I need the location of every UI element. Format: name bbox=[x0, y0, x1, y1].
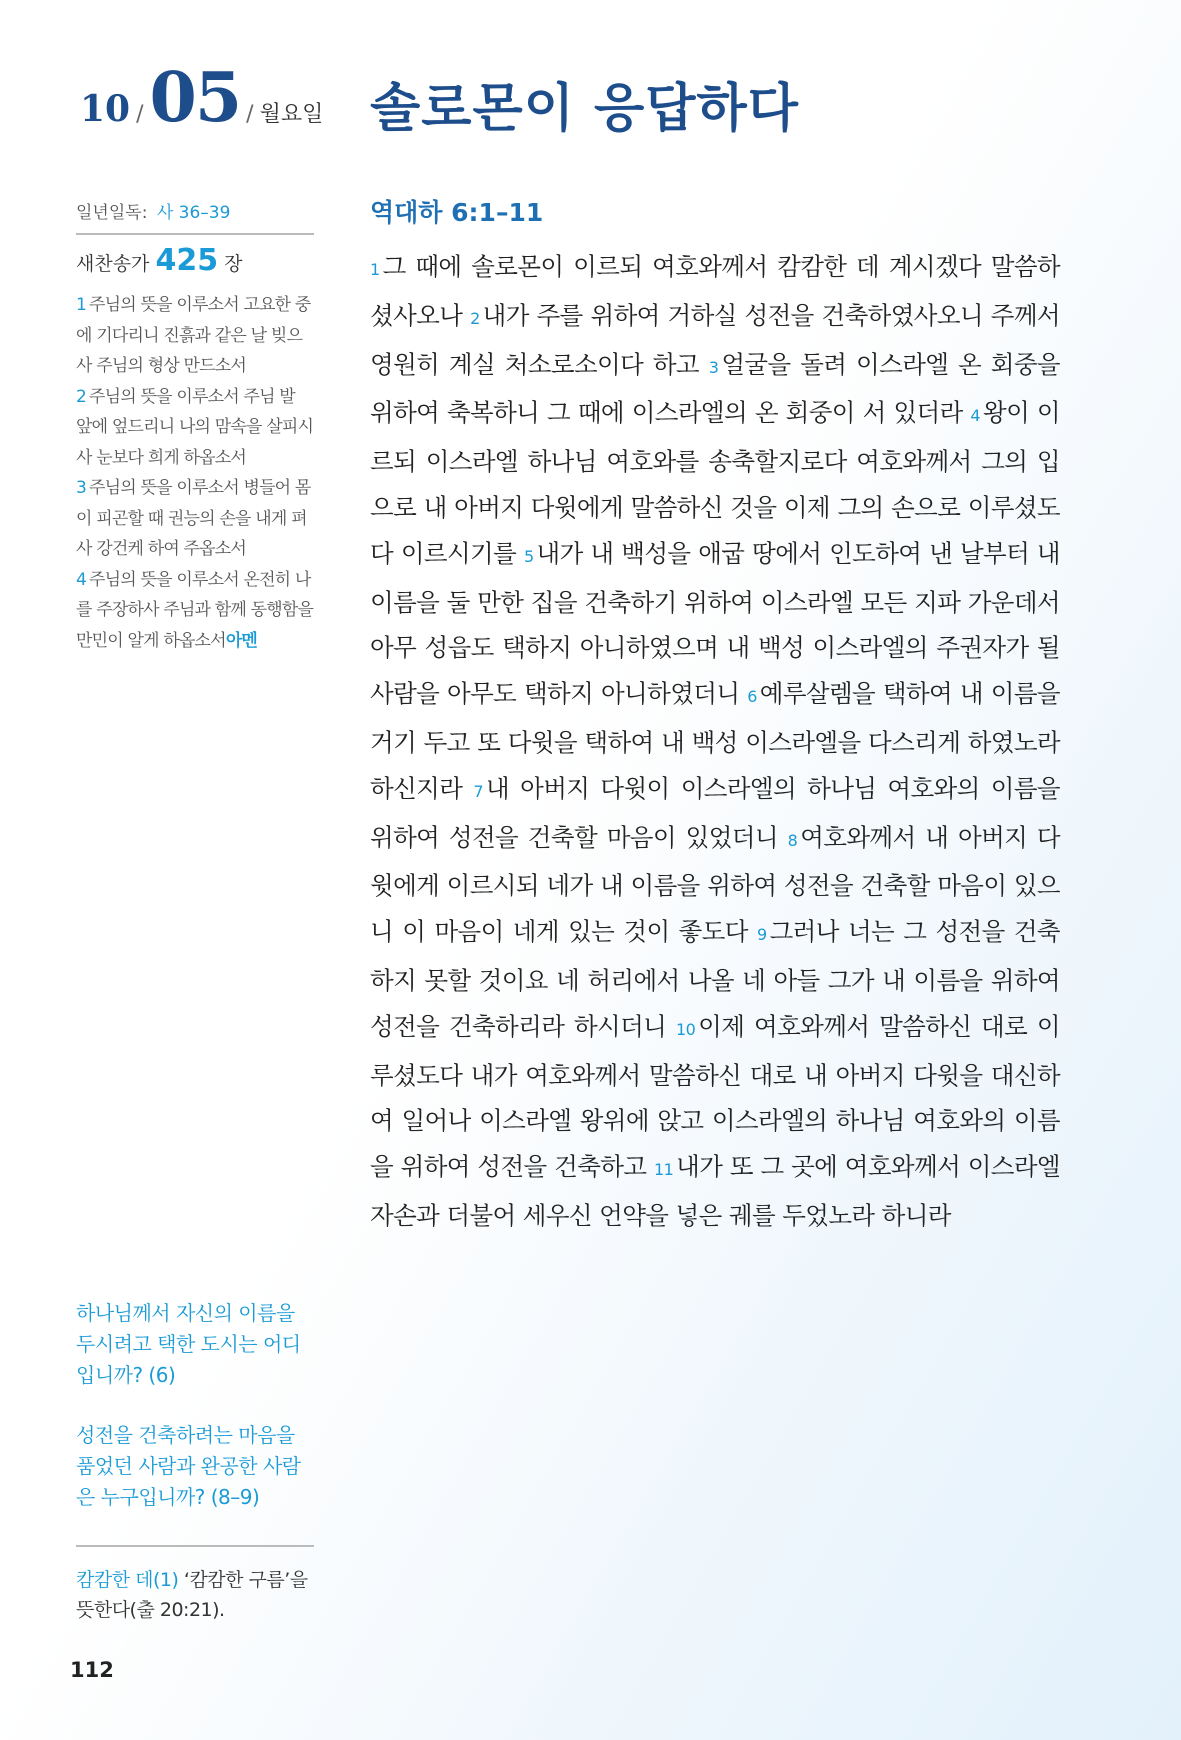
hymn-suffix: 장 bbox=[224, 253, 243, 275]
hymn-verse-text: 주님의 뜻을 이루소서 고요한 중에 기다리니 진흙과 같은 날 빚으사 주님의 형상 만드소서 bbox=[76, 295, 311, 376]
verse-text: 이제 여호와께서 말씀하신 대로 이루셨도다 내가 여호와께서 말씀하신 대로 내 아버지 다윗을 대신하여 일어나 이스라엘 왕위에 앉고 이스라엘의 하나님 여호와의 이름을 위하여 성전을 건축하고 bbox=[370, 1011, 1060, 1182]
verse-text: 얼굴을 돌려 이스라엘 온 회중을 위하여 축복하니 그 때에 이스라엘의 온 회중이 서 있더라 bbox=[370, 349, 1061, 428]
hymn-verse bbox=[76, 290, 314, 382]
yearly-reading-ref: 사 36–39 bbox=[156, 203, 231, 223]
verse-number: 11 bbox=[653, 1160, 674, 1180]
yearly-reading-label: 일년일독: bbox=[76, 203, 148, 223]
question-2: 성전을 건축하려는 마음을 품었던 사람과 완공한 사람은 누구입니까? (8–9) bbox=[76, 1423, 301, 1509]
hymn-verse-text: 주님의 뜻을 이루소서 온전히 나를 주장하사 주님과 함께 동행함을 만민이 알게 하옵소서 bbox=[76, 569, 314, 651]
footnote-text: ‘캄캄한 구름’을 뜻한다(출 20:21). bbox=[76, 1569, 308, 1621]
verse-text: 왕이 이르되 이스라엘 하나님 여호와를 송축할지로다 여호와께서 그의 입으로 내 아버지 다윗에게 말씀하신 것을 이제 그의 손으로 이루셨도다 이르시기를 bbox=[370, 398, 1060, 568]
verse-text: 내가 주를 위하여 거하실 성전을 건축하였사오니 주께서 영원히 계실 처소로소이다 하고 bbox=[370, 300, 1060, 379]
verse-text: 내 아버지 다윗이 이스라엘의 하나님 여호와의 이름을 위하여 성전을 건축할 마음이 있었더니 bbox=[370, 773, 1060, 852]
date-header bbox=[80, 58, 323, 138]
date-separator: / bbox=[136, 102, 144, 127]
verse-number: 9 bbox=[757, 925, 767, 945]
hymn-verse-text: 주님의 뜻을 이루소서 병들어 몸이 피곤할 때 권능의 손을 내게 펴사 강건케 하여 주옵소서 bbox=[76, 478, 311, 559]
hymn-lyrics bbox=[76, 290, 314, 656]
verse-number: 6 bbox=[747, 687, 757, 707]
verse-text: 내가 내 백성을 애굽 땅에서 인도하여 낸 날부터 내 이름을 둘 만한 집을 건축하기 위하여 이스라엘 모든 지파 가운데서 아무 성읍도 택하지 아니하였으며 내 백성 이스라엘의 주권자가 될 사람을 아무도 택하지 아니하였더니 bbox=[370, 538, 1060, 709]
verse-text: 내가 또 그 곳에 여호와께서 이스라엘 자손과 더불어 세우신 언약을 넣은 궤를 두었노라 하니라 bbox=[370, 1152, 1060, 1230]
hymn-verse-number: 4 bbox=[76, 569, 87, 590]
verse-number: 3 bbox=[708, 357, 719, 377]
weekday: 월요일 bbox=[259, 102, 324, 127]
hymn-number: 425 bbox=[155, 243, 219, 278]
page-number: 112 bbox=[70, 1658, 114, 1682]
footnote bbox=[76, 1565, 314, 1625]
month: 10 bbox=[80, 88, 131, 130]
verse-number: 1 bbox=[370, 260, 380, 279]
date-separator-2: / bbox=[246, 102, 254, 127]
verse-number: 10 bbox=[675, 1019, 696, 1039]
verse-text: 여호와께서 내 아버지 다윗에게 이르시되 네가 내 이름을 위하여 성전을 건축할 마음이 있으니 이 마음이 네게 있는 것이 좋도다 bbox=[370, 822, 1061, 947]
hymn-verse bbox=[76, 565, 314, 657]
hymn-verse-number: 1 bbox=[76, 295, 87, 315]
verse-text: 예루살렘을 택하여 내 이름을 거기 두고 또 다윗을 택하여 내 백성 이스라엘을 다스리게 하였노라 하신지라 bbox=[370, 679, 1060, 803]
verse-number: 4 bbox=[970, 406, 981, 426]
verse-text: 그러나 너는 그 성전을 건축하지 못할 것이요 네 허리에서 나올 네 아들 그가 내 이름을 위하여 성전을 건축하리라 하시더니 bbox=[370, 917, 1060, 1041]
passage-reference: 역대하 6:1–11 bbox=[370, 198, 544, 227]
verse-number: 5 bbox=[523, 546, 534, 566]
verse-text: 그 때에 솔로몬이 이르되 여호와께서 캄캄한 데 계시겠다 말씀하셨사오나 bbox=[370, 252, 1060, 330]
verse-number: 7 bbox=[473, 781, 483, 801]
hymn-verse-text: 주님의 뜻을 이루소서 주님 발 앞에 엎드리니 나의 맘속을 살피시사 눈보다 희게 하옵소서 bbox=[76, 386, 314, 468]
hymn-verse bbox=[76, 382, 314, 474]
divider bbox=[76, 233, 314, 235]
footnote-term: 캄캄한 데(1) bbox=[76, 1569, 179, 1591]
hymn-heading bbox=[76, 243, 314, 278]
hymn-verse-number: 3 bbox=[76, 478, 87, 498]
yearly-reading bbox=[76, 198, 314, 223]
day: 05 bbox=[149, 58, 241, 138]
verse-number: 8 bbox=[787, 830, 798, 850]
question-1: 하나님께서 자신의 이름을 두시려고 택한 도시는 어디입니까? (6) bbox=[76, 1301, 301, 1387]
amen: 아멘 bbox=[225, 630, 258, 651]
hymn-verse bbox=[76, 473, 314, 565]
hymn-label: 새찬송가 bbox=[76, 253, 150, 275]
page-title: 솔로몬이 응답하다 bbox=[370, 79, 799, 139]
scripture-passage bbox=[370, 244, 1060, 1239]
hymn-verse-number: 2 bbox=[76, 386, 87, 407]
verse-number: 2 bbox=[470, 308, 480, 328]
divider bbox=[76, 1545, 314, 1547]
